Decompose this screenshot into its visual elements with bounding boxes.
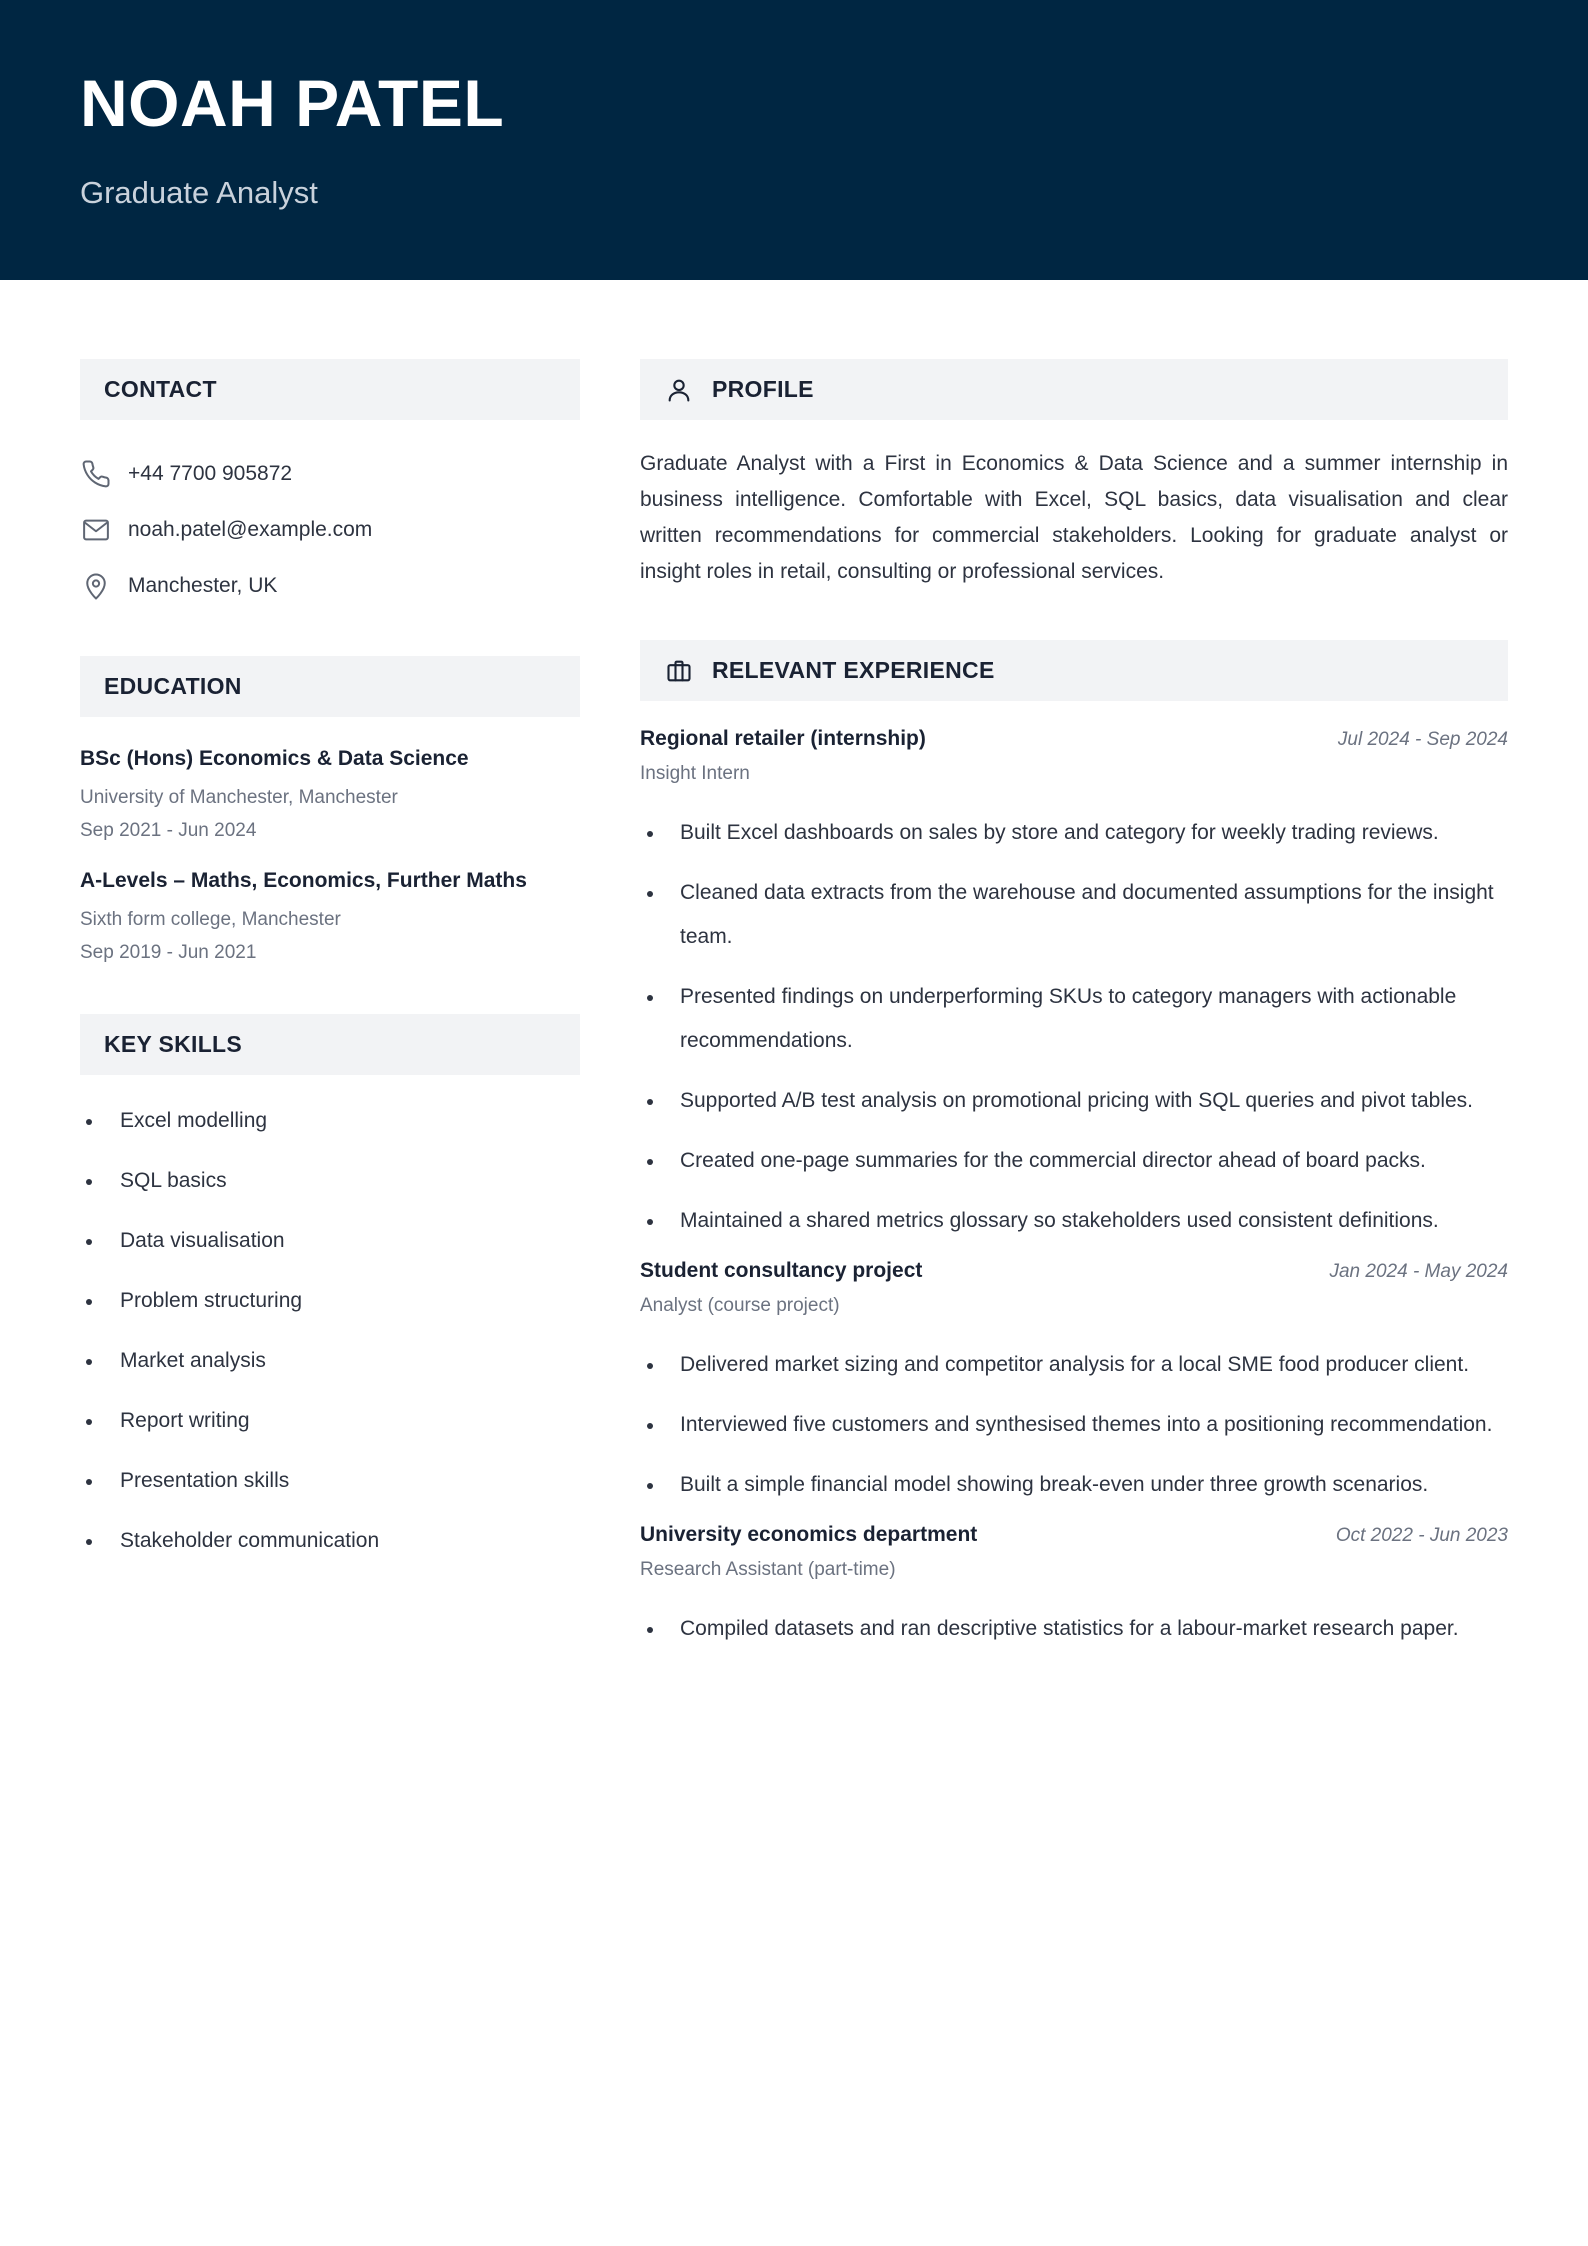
skill-item: Report writing [80, 1391, 580, 1451]
mail-icon [80, 514, 112, 546]
skills-section-header [80, 1014, 580, 1075]
job-entry [640, 727, 1508, 1243]
skill-item: Excel modelling [80, 1091, 580, 1151]
person-icon [664, 375, 694, 405]
education-dates: Sep 2019 - Jun 2021 [80, 942, 257, 964]
job-bullet: Delivered market sizing and competitor analysis for a local SME food producer client. [640, 1343, 1508, 1387]
skills-title: KEY SKILLS [104, 1031, 243, 1058]
phone-icon [80, 458, 112, 490]
contact-email [80, 502, 580, 558]
contact-phone [80, 446, 580, 502]
job-dates: Jul 2024 - Sep 2024 [1337, 729, 1508, 750]
right-column [640, 359, 1508, 1667]
candidate-name: NOAH PATEL [80, 66, 505, 140]
job-bullet: Maintained a shared metrics glossary so stakeholders used consistent definitions. [640, 1199, 1508, 1243]
job-bullet: Created one-page summaries for the commercial director ahead of board packs. [640, 1139, 1508, 1183]
skill-item: Data visualisation [80, 1211, 580, 1271]
contact-list [80, 446, 580, 614]
candidate-role: Graduate Analyst [80, 175, 318, 210]
education-title: EDUCATION [104, 673, 242, 699]
job-title: Insight Intern [640, 763, 750, 784]
job-bullet: Interviewed five customers and synthesised themes into a positioning recommendation. [640, 1403, 1508, 1447]
briefcase-icon [664, 656, 694, 686]
location-text: Manchester, UK [128, 574, 278, 597]
job-company: Regional retailer (internship) [640, 727, 926, 750]
education-institution: Sixth form college, Manchester [80, 909, 341, 931]
job-company: University economics department [640, 1523, 978, 1546]
profile-section-header [640, 359, 1508, 420]
location-pin-icon [80, 570, 112, 602]
job-dates: Jan 2024 - May 2024 [1329, 1261, 1508, 1282]
skill-item: SQL basics [80, 1151, 580, 1211]
email-text[interactable]: noah.patel@example.com [128, 518, 373, 541]
job-bullet: Presented findings on underperforming SKUs to category managers with actionable recommendations. [640, 975, 1508, 1063]
education-item [80, 746, 580, 842]
skill-item: Stakeholder communication [80, 1511, 580, 1571]
profile-summary: Graduate Analyst with a First in Economics & Data Science and a summer internship in business intelligence. Comfortable with Excel, SQL basics, data visualisation and clear written recommendations for commercial stakeholders. Looking for graduate analyst or insight roles in retail, consulting or professional services. [640, 452, 1508, 583]
job-bullets [640, 1607, 1508, 1651]
job-bullet: Compiled datasets and ran descriptive statistics for a labour-market research paper. [640, 1607, 1508, 1651]
job-bullet: Built a simple financial model showing break-even under three growth scenarios. [640, 1463, 1508, 1507]
experience-title: RELEVANT EXPERIENCE [712, 657, 995, 683]
contact-location [80, 558, 580, 614]
job-title: Research Assistant (part-time) [640, 1559, 896, 1580]
education-degree: BSc (Hons) Economics & Data Science [80, 747, 469, 770]
job-entry [640, 1259, 1508, 1507]
job-dates: Oct 2022 - Jun 2023 [1335, 1525, 1508, 1546]
job-bullet: Built Excel dashboards on sales by store and category for weekly trading reviews. [640, 811, 1508, 855]
education-section-header [80, 656, 580, 717]
resume-header [0, 0, 1588, 280]
job-company: Student consultancy project [640, 1259, 923, 1282]
education-degree: A-Levels – Maths, Economics, Further Maths [80, 869, 527, 893]
phone-text[interactable]: +44 7700 905872 [128, 462, 293, 485]
profile-title: PROFILE [712, 376, 814, 402]
contact-title: CONTACT [104, 376, 217, 402]
skill-item: Problem structuring [80, 1271, 580, 1331]
left-column [80, 359, 580, 1571]
skill-item: Market analysis [80, 1331, 580, 1391]
contact-section-header [80, 359, 580, 420]
job-entry [640, 1523, 1508, 1651]
job-bullet: Cleaned data extracts from the warehouse and documented assumptions for the insight team. [640, 871, 1508, 959]
education-dates: Sep 2021 - Jun 2024 [80, 820, 257, 842]
job-title: Analyst (course project) [640, 1295, 840, 1316]
experience-section-header [640, 640, 1508, 701]
skills-list [80, 1091, 580, 1571]
education-item [80, 868, 580, 964]
education-institution: University of Manchester, Manchester [80, 787, 398, 809]
job-bullet: Supported A/B test analysis on promotional pricing with SQL queries and pivot tables. [640, 1079, 1508, 1123]
job-bullets [640, 1343, 1508, 1507]
skill-item: Presentation skills [80, 1451, 580, 1511]
job-bullets [640, 811, 1508, 1243]
